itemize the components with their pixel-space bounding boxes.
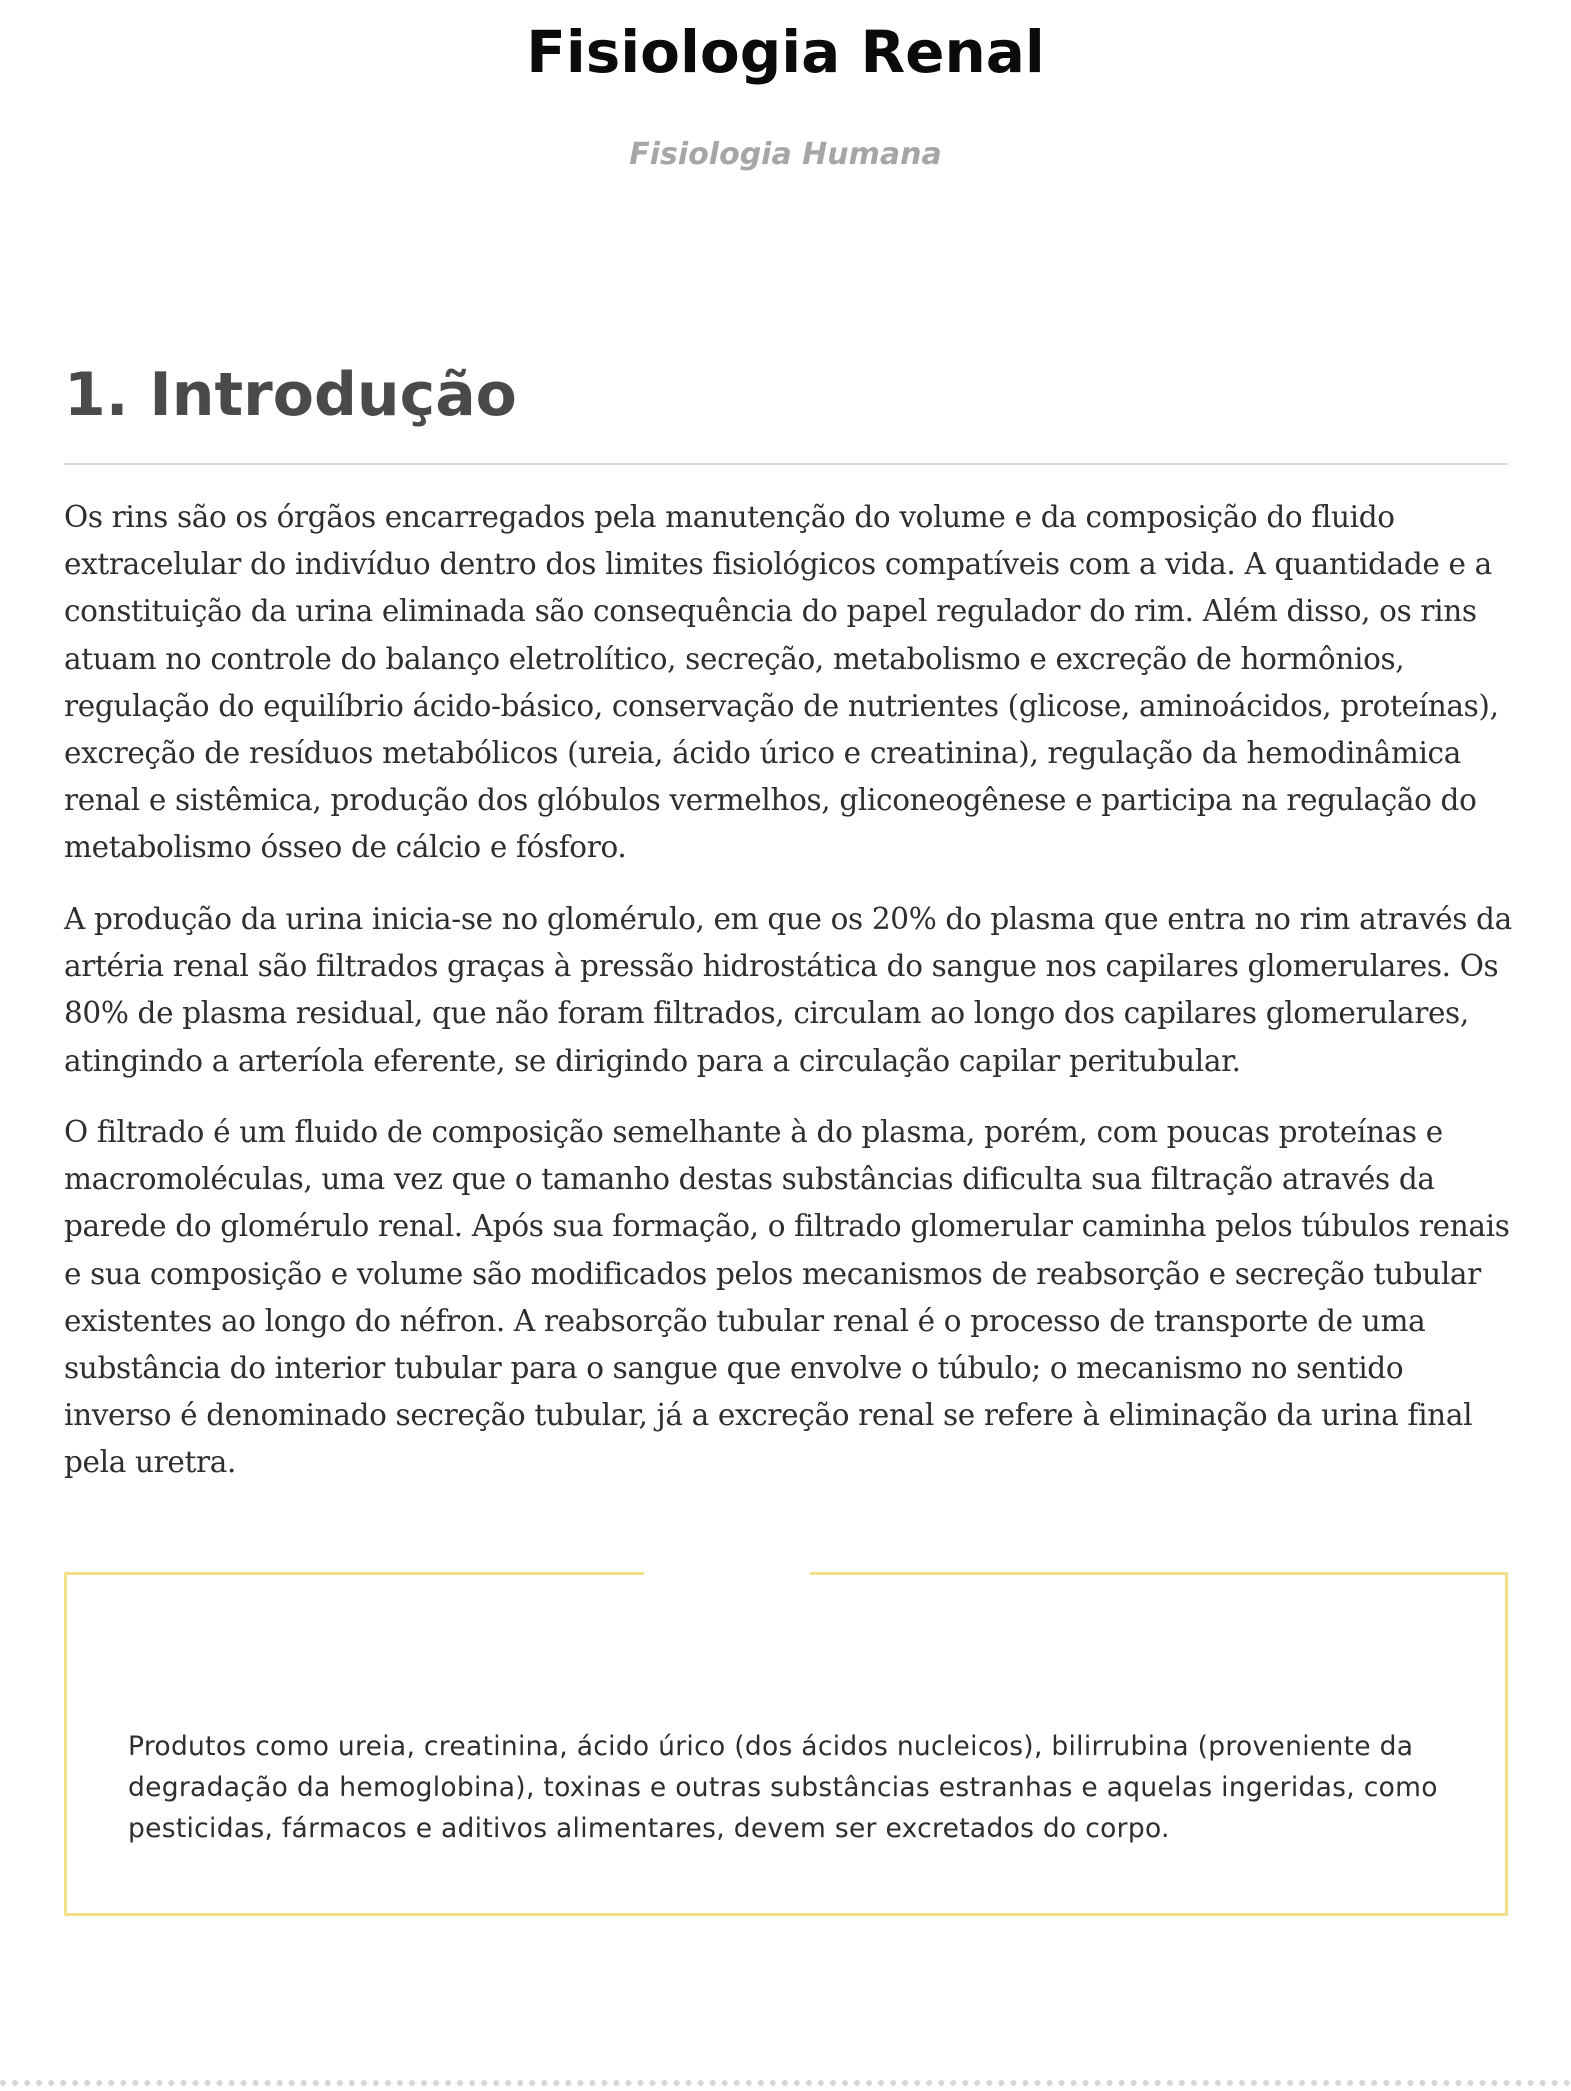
callout-label-gap [644,1571,810,1579]
callout-text: Produtos como ureia, creatinina, ácido úrico (dos ácidos nucleicos), bilirrubina (proveniente da degradação da hemoglobina), toxinas e outras substâncias estranhas e aquelas ingeridas, como pesticidas, fármacos e aditivos alimentares, devem ser excretados do corpo. [128,1731,1438,1844]
callout-box [64,1572,1508,1916]
document-title: Fisiologia Renal [526,18,1045,86]
section-divider [64,463,1508,465]
paragraph-filtrate: O filtrado é um fluido de composição semelhante à do plasma, porém, com poucas proteínas e macromoléculas, uma vez que o tamanho destas substâncias dificulta sua filtração através da parede do glomérulo renal. Após sua formação, o filtrado glomerular caminha pelos túbulos renais e sua composição e volume são modificados pelos mecanismos de reabsorção e secreção tubular existentes ao longo do néfron. A reabsorção tubular renal é o processo de transporte de uma substância do interior tubular para o sangue que envolve o túbulo; o mecanismo no sentido inverso é denominado secreção tubular, já a excreção renal se refere à eliminação da urina final pela uretra. [64,1115,1510,1480]
paragraph-urine-production: A produção da urina inicia-se no glomérulo, em que os 20% do plasma que entra no rim através da artéria renal são filtrados graças à pressão hidrostática do sangue nos capilares glomerulares. Os 80% de plasma residual, que não foram filtrados, circulam ao longo dos capilares glomerulares, atingindo a arteríola eferente, se dirigindo para a circulação capilar peritubular. [64,902,1512,1078]
document-subtitle: Fisiologia Humana [629,137,942,172]
page-break-divider [0,2080,1571,2086]
paragraph-intro: Os rins são os órgãos encarregados pela manutenção do volume e da composição do fluido extracelular do indivíduo dentro dos limites fisiológicos compatíveis com a vida. A quantidade e a constituição da urina eliminada são consequência do papel regulador do rim. Além disso, os rins atuam no controle do balanço eletrolítico, secreção, metabolismo e excreção de hormônios, regulação do equilíbrio ácido-básico, conservação de nutrientes (glicose, aminoácidos, proteínas), excreção de resíduos metabólicos (ureia, ácido úrico e creatinina), regulação da hemodinâmica renal e sistêmica, produção dos glóbulos vermelhos, gliconeogênese e participa na regulação do metabolismo ósseo de cálcio e fósforo. [64,500,1499,865]
section-heading: 1. Introdução [64,360,517,430]
